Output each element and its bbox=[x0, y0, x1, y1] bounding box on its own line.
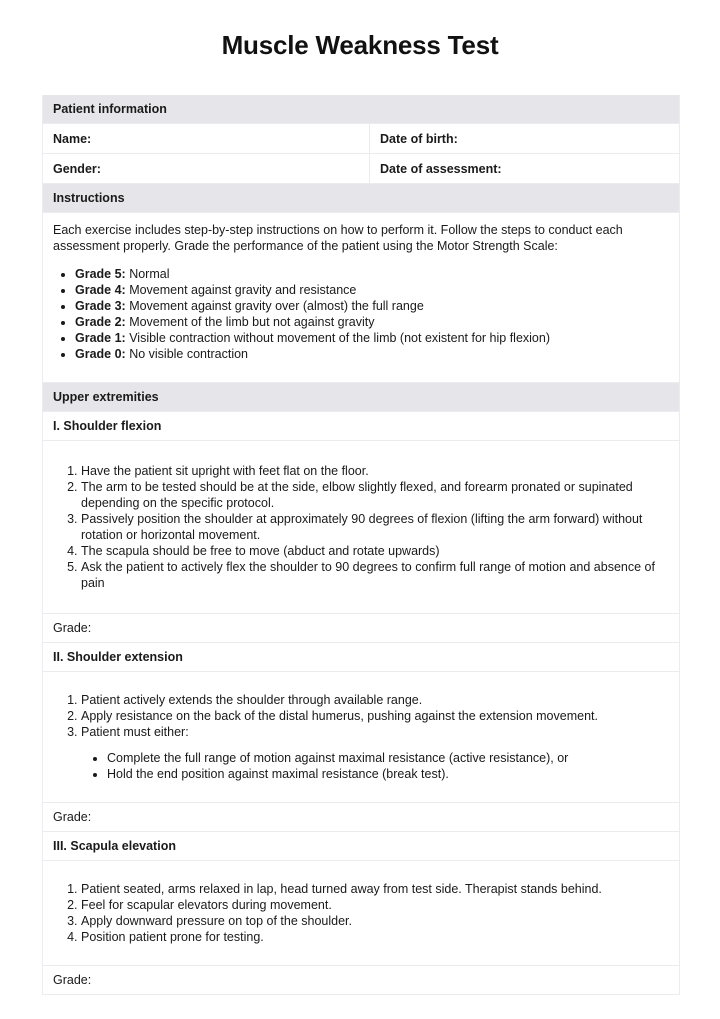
sub-bullet-item: • Complete the full range of motion against maximal resistance (active resistance), or bbox=[107, 750, 669, 766]
step-item: 3. Passively position the shoulder at approximately 90 degrees of flexion (lifting the arm forward) without rotation or horizontal movement. bbox=[81, 511, 669, 543]
motor-strength-scale-list bbox=[53, 266, 669, 362]
date-of-birth-label: Date of birth: bbox=[380, 131, 458, 146]
scapula-elevation-header bbox=[43, 832, 679, 861]
scapula-elevation-steps bbox=[43, 861, 679, 966]
steps-list bbox=[53, 692, 669, 782]
name-field[interactable] bbox=[43, 124, 370, 153]
test-title: III. Scapula elevation bbox=[53, 839, 176, 853]
grade-description: No visible contraction bbox=[125, 347, 248, 361]
patient-row-2 bbox=[43, 154, 679, 184]
grade-label: Grade 3: bbox=[75, 299, 126, 313]
shoulder-flexion-grade-field[interactable] bbox=[43, 614, 679, 643]
grade-description: Movement against gravity over (almost) the full range bbox=[125, 299, 424, 313]
grade-field-label: Grade: bbox=[53, 973, 92, 987]
instructions-intro: Each exercise includes step-by-step instructions on how to perform it. Follow the steps to conduct each assessment properly. Grade the performance of the patient using the Motor Strength Scale: bbox=[53, 223, 623, 253]
gender-label: Gender: bbox=[53, 161, 101, 176]
grade-description: Normal bbox=[125, 267, 170, 281]
section-title: Patient information bbox=[53, 102, 167, 116]
test-title: II. Shoulder extension bbox=[53, 650, 183, 664]
grade-description: Visible contraction without movement of the limb (not existent for hip flexion) bbox=[125, 331, 550, 345]
step-item: 1. Have the patient sit upright with feet flat on the floor. bbox=[81, 463, 669, 479]
shoulder-flexion-steps bbox=[43, 441, 679, 614]
shoulder-extension-grade-field[interactable] bbox=[43, 803, 679, 832]
grade-label: Grade 5: bbox=[75, 267, 126, 281]
section-title: Upper extremities bbox=[53, 390, 159, 404]
grade-item bbox=[75, 330, 669, 346]
step-item bbox=[81, 724, 669, 782]
instructions-header bbox=[43, 184, 679, 213]
page-title: Muscle Weakness Test bbox=[221, 30, 499, 60]
name-label: Name: bbox=[53, 131, 92, 146]
step-item: 4. The scapula should be free to move (abduct and rotate upwards) bbox=[81, 543, 669, 559]
step-item: 2. Feel for scapular elevators during movement. bbox=[81, 897, 669, 913]
upper-extremities-header bbox=[43, 383, 679, 412]
instructions-body bbox=[43, 213, 679, 383]
patient-row-1 bbox=[43, 124, 679, 154]
steps-list bbox=[53, 881, 669, 945]
step-item: 1. Patient seated, arms relaxed in lap, head turned away from test side. Therapist stands behind. bbox=[81, 881, 669, 897]
assessment-form bbox=[42, 95, 680, 995]
step-item: 4. Position patient prone for testing. bbox=[81, 929, 669, 945]
shoulder-flexion-header bbox=[43, 412, 679, 441]
step-text: Patient must either: bbox=[81, 725, 189, 739]
step-item: 3. Apply downward pressure on top of the shoulder. bbox=[81, 913, 669, 929]
step-item: 5. Ask the patient to actively flex the shoulder to 90 degrees to confirm full range of motion and absence of pain bbox=[81, 559, 669, 591]
test-title: I. Shoulder flexion bbox=[53, 419, 162, 433]
grade-label: Grade 4: bbox=[75, 283, 126, 297]
grade-item bbox=[75, 314, 669, 330]
grade-description: Movement against gravity and resistance bbox=[125, 283, 357, 297]
step-item: 1. Patient actively extends the shoulder through available range. bbox=[81, 692, 669, 708]
sub-bullet-item: • Hold the end position against maximal resistance (break test). bbox=[107, 766, 669, 782]
shoulder-extension-steps bbox=[43, 672, 679, 803]
sub-bullet-list bbox=[81, 750, 669, 782]
grade-item bbox=[75, 282, 669, 298]
grade-description: Movement of the limb but not against gravity bbox=[125, 315, 375, 329]
section-title: Instructions bbox=[53, 191, 125, 205]
date-of-assessment-label: Date of assessment: bbox=[380, 161, 502, 176]
step-item: 2. The arm to be tested should be at the side, elbow slightly flexed, and forearm pronated or supinated depending on the specific protocol. bbox=[81, 479, 669, 511]
gender-field[interactable] bbox=[43, 154, 370, 183]
grade-item bbox=[75, 346, 669, 362]
date-of-birth-field[interactable] bbox=[370, 124, 679, 153]
grade-item bbox=[75, 266, 669, 282]
grade-item bbox=[75, 298, 669, 314]
grade-field-label: Grade: bbox=[53, 621, 92, 635]
step-item: 2. Apply resistance on the back of the distal humerus, pushing against the extension movement. bbox=[81, 708, 669, 724]
scapula-elevation-grade-field[interactable] bbox=[43, 966, 679, 995]
grade-label: Grade 2: bbox=[75, 315, 126, 329]
steps-list bbox=[53, 463, 669, 591]
shoulder-extension-header bbox=[43, 643, 679, 672]
date-of-assessment-field[interactable] bbox=[370, 154, 679, 183]
grade-label: Grade 0: bbox=[75, 347, 126, 361]
grade-label: Grade 1: bbox=[75, 331, 126, 345]
grade-field-label: Grade: bbox=[53, 810, 92, 824]
patient-information-header bbox=[43, 95, 679, 124]
